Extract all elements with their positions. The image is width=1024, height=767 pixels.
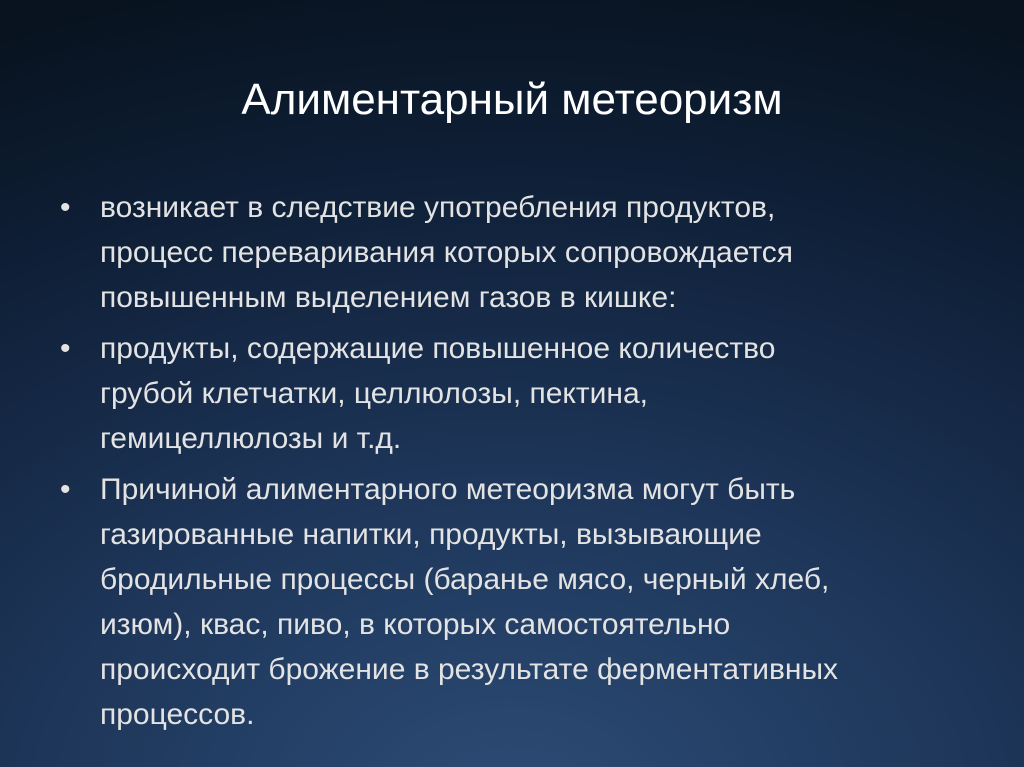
bullet-marker: • (60, 473, 71, 506)
bullet-line: изюм), квас, пиво, в которых самостоятельно (100, 608, 731, 641)
bullet-line: продукты, содержащие повышенное количество (100, 332, 776, 365)
bullet-line: гемицеллюлозы и т.д. (100, 422, 402, 455)
bullet-line: возникает в следствие употребления продуктов, (100, 191, 776, 224)
bullet-line: грубой клетчатки, целлюлозы, пектина, (100, 377, 648, 410)
bullet-line: Причиной алиментарного метеоризма могут быть (100, 473, 796, 506)
bullet-item (60, 326, 960, 461)
bullet-list (60, 185, 960, 743)
bullet-line: бродильные процессы (баранье мясо, черный хлеб, (100, 563, 830, 596)
bullet-line: происходит брожение в результате ферментативных (100, 653, 839, 686)
bullet-item (60, 185, 960, 320)
bullet-line: газированные напитки, продукты, вызывающие (100, 518, 762, 551)
bullet-item (60, 467, 960, 737)
bullet-line: повышенным выделением газов в кишке: (100, 281, 677, 314)
bullet-line: процессов. (100, 698, 255, 731)
bullet-marker: • (60, 191, 71, 224)
slide-title: Алиментарный метеоризм (241, 75, 783, 124)
bullet-marker: • (60, 332, 71, 365)
bullet-line: процесс переваривания которых сопровождается (100, 236, 794, 269)
